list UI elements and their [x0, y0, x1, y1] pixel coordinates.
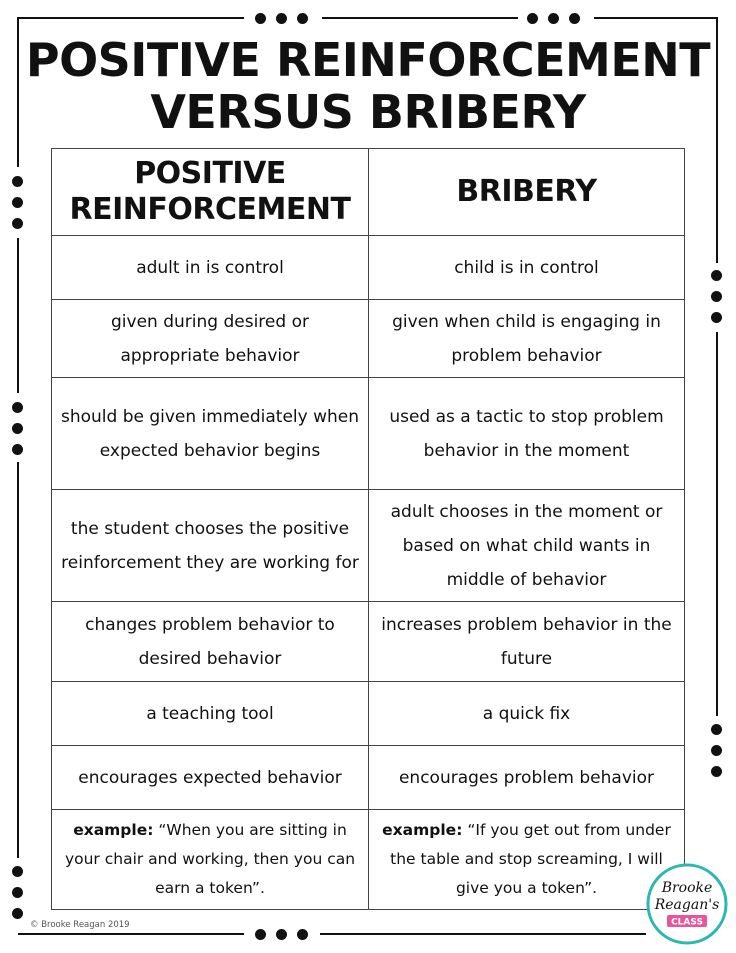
cell-positive: a teaching tool — [52, 682, 369, 746]
frame-dot — [12, 444, 23, 455]
frame-dot — [12, 176, 23, 187]
frame-dot — [297, 929, 308, 940]
cell-bribery: given when child is engaging in problem behavior — [369, 300, 685, 378]
cell-bribery: used as a tactic to stop problem behavior in the moment — [369, 378, 685, 490]
page-title-line1: POSITIVE REINFORCEMENT — [25, 33, 711, 87]
frame-dot — [276, 929, 287, 940]
example-label: example: — [73, 821, 154, 839]
example-label: example: — [382, 821, 463, 839]
cell-bribery-example — [369, 810, 685, 910]
cell-bribery: encourages problem behavior — [369, 746, 685, 810]
header-left-line2: REINFORCEMENT — [69, 192, 351, 227]
frame-dot — [711, 312, 722, 323]
table-row — [52, 490, 685, 602]
frame-dot — [12, 423, 23, 434]
cell-bribery: child is in control — [369, 236, 685, 300]
header-positive-reinforcement — [52, 149, 369, 236]
frame-dot — [255, 13, 266, 24]
header-bribery: BRIBERY — [369, 149, 685, 236]
frame-dot — [548, 13, 559, 24]
brooke-reagans-class-logo — [645, 862, 729, 946]
logo-badge-text: CLASS — [671, 917, 703, 928]
cell-bribery: a quick fix — [369, 682, 685, 746]
page-title-line2: VERSUS BRIBERY — [150, 85, 586, 139]
cell-positive: changes problem behavior to desired behavior — [52, 602, 369, 682]
header-left-line1: POSITIVE — [134, 156, 286, 191]
table-row — [52, 300, 685, 378]
logo-text-line1: Brooke — [661, 880, 713, 896]
cell-positive: should be given immediately when expected behavior begins — [52, 378, 369, 490]
frame-dot — [711, 270, 722, 281]
cell-positive-example — [52, 810, 369, 910]
table-row — [52, 746, 685, 810]
cell-positive: adult in is control — [52, 236, 369, 300]
example-text: “If you get out from under the table and stop screaming, I will give you a token”. — [390, 821, 671, 897]
table-row — [52, 602, 685, 682]
table-row — [52, 682, 685, 746]
frame-dot — [12, 887, 23, 898]
frame-right-lower — [716, 332, 718, 716]
frame-dot — [12, 908, 23, 919]
frame-left-middle — [17, 238, 19, 393]
frame-bottom-left — [18, 933, 244, 935]
cell-bribery: adult chooses in the moment or based on what child wants in middle of behavior — [369, 490, 685, 602]
comparison-table — [51, 148, 685, 910]
cell-positive: the student chooses the positive reinforcement they are working for — [52, 490, 369, 602]
frame-dot — [255, 929, 266, 940]
table-header-row — [52, 149, 685, 236]
frame-dot — [276, 13, 287, 24]
frame-dot — [711, 724, 722, 735]
frame-dot — [569, 13, 580, 24]
cell-positive: given during desired or appropriate behavior — [52, 300, 369, 378]
logo-text-line2: Reagan's — [654, 897, 720, 913]
table-row-example — [52, 810, 685, 910]
frame-left-lower — [17, 462, 19, 858]
cell-positive: encourages expected behavior — [52, 746, 369, 810]
frame-top-middle — [322, 17, 518, 19]
frame-dot — [711, 766, 722, 777]
frame-bottom-right — [320, 933, 646, 935]
frame-top-right — [594, 17, 718, 19]
frame-dot — [12, 218, 23, 229]
frame-dot — [711, 745, 722, 756]
frame-dot — [527, 13, 538, 24]
page-title — [0, 34, 736, 138]
frame-dot — [12, 402, 23, 413]
frame-top-left — [18, 17, 244, 19]
frame-dot — [297, 13, 308, 24]
table-row — [52, 236, 685, 300]
example-text: “When you are sitting in your chair and working, then you can earn a token”. — [64, 821, 356, 897]
frame-dot — [12, 866, 23, 877]
frame-dot — [711, 291, 722, 302]
cell-bribery: increases problem behavior in the future — [369, 602, 685, 682]
frame-dot — [12, 197, 23, 208]
copyright-text: © Brooke Reagan 2019 — [30, 920, 130, 930]
table-row — [52, 378, 685, 490]
